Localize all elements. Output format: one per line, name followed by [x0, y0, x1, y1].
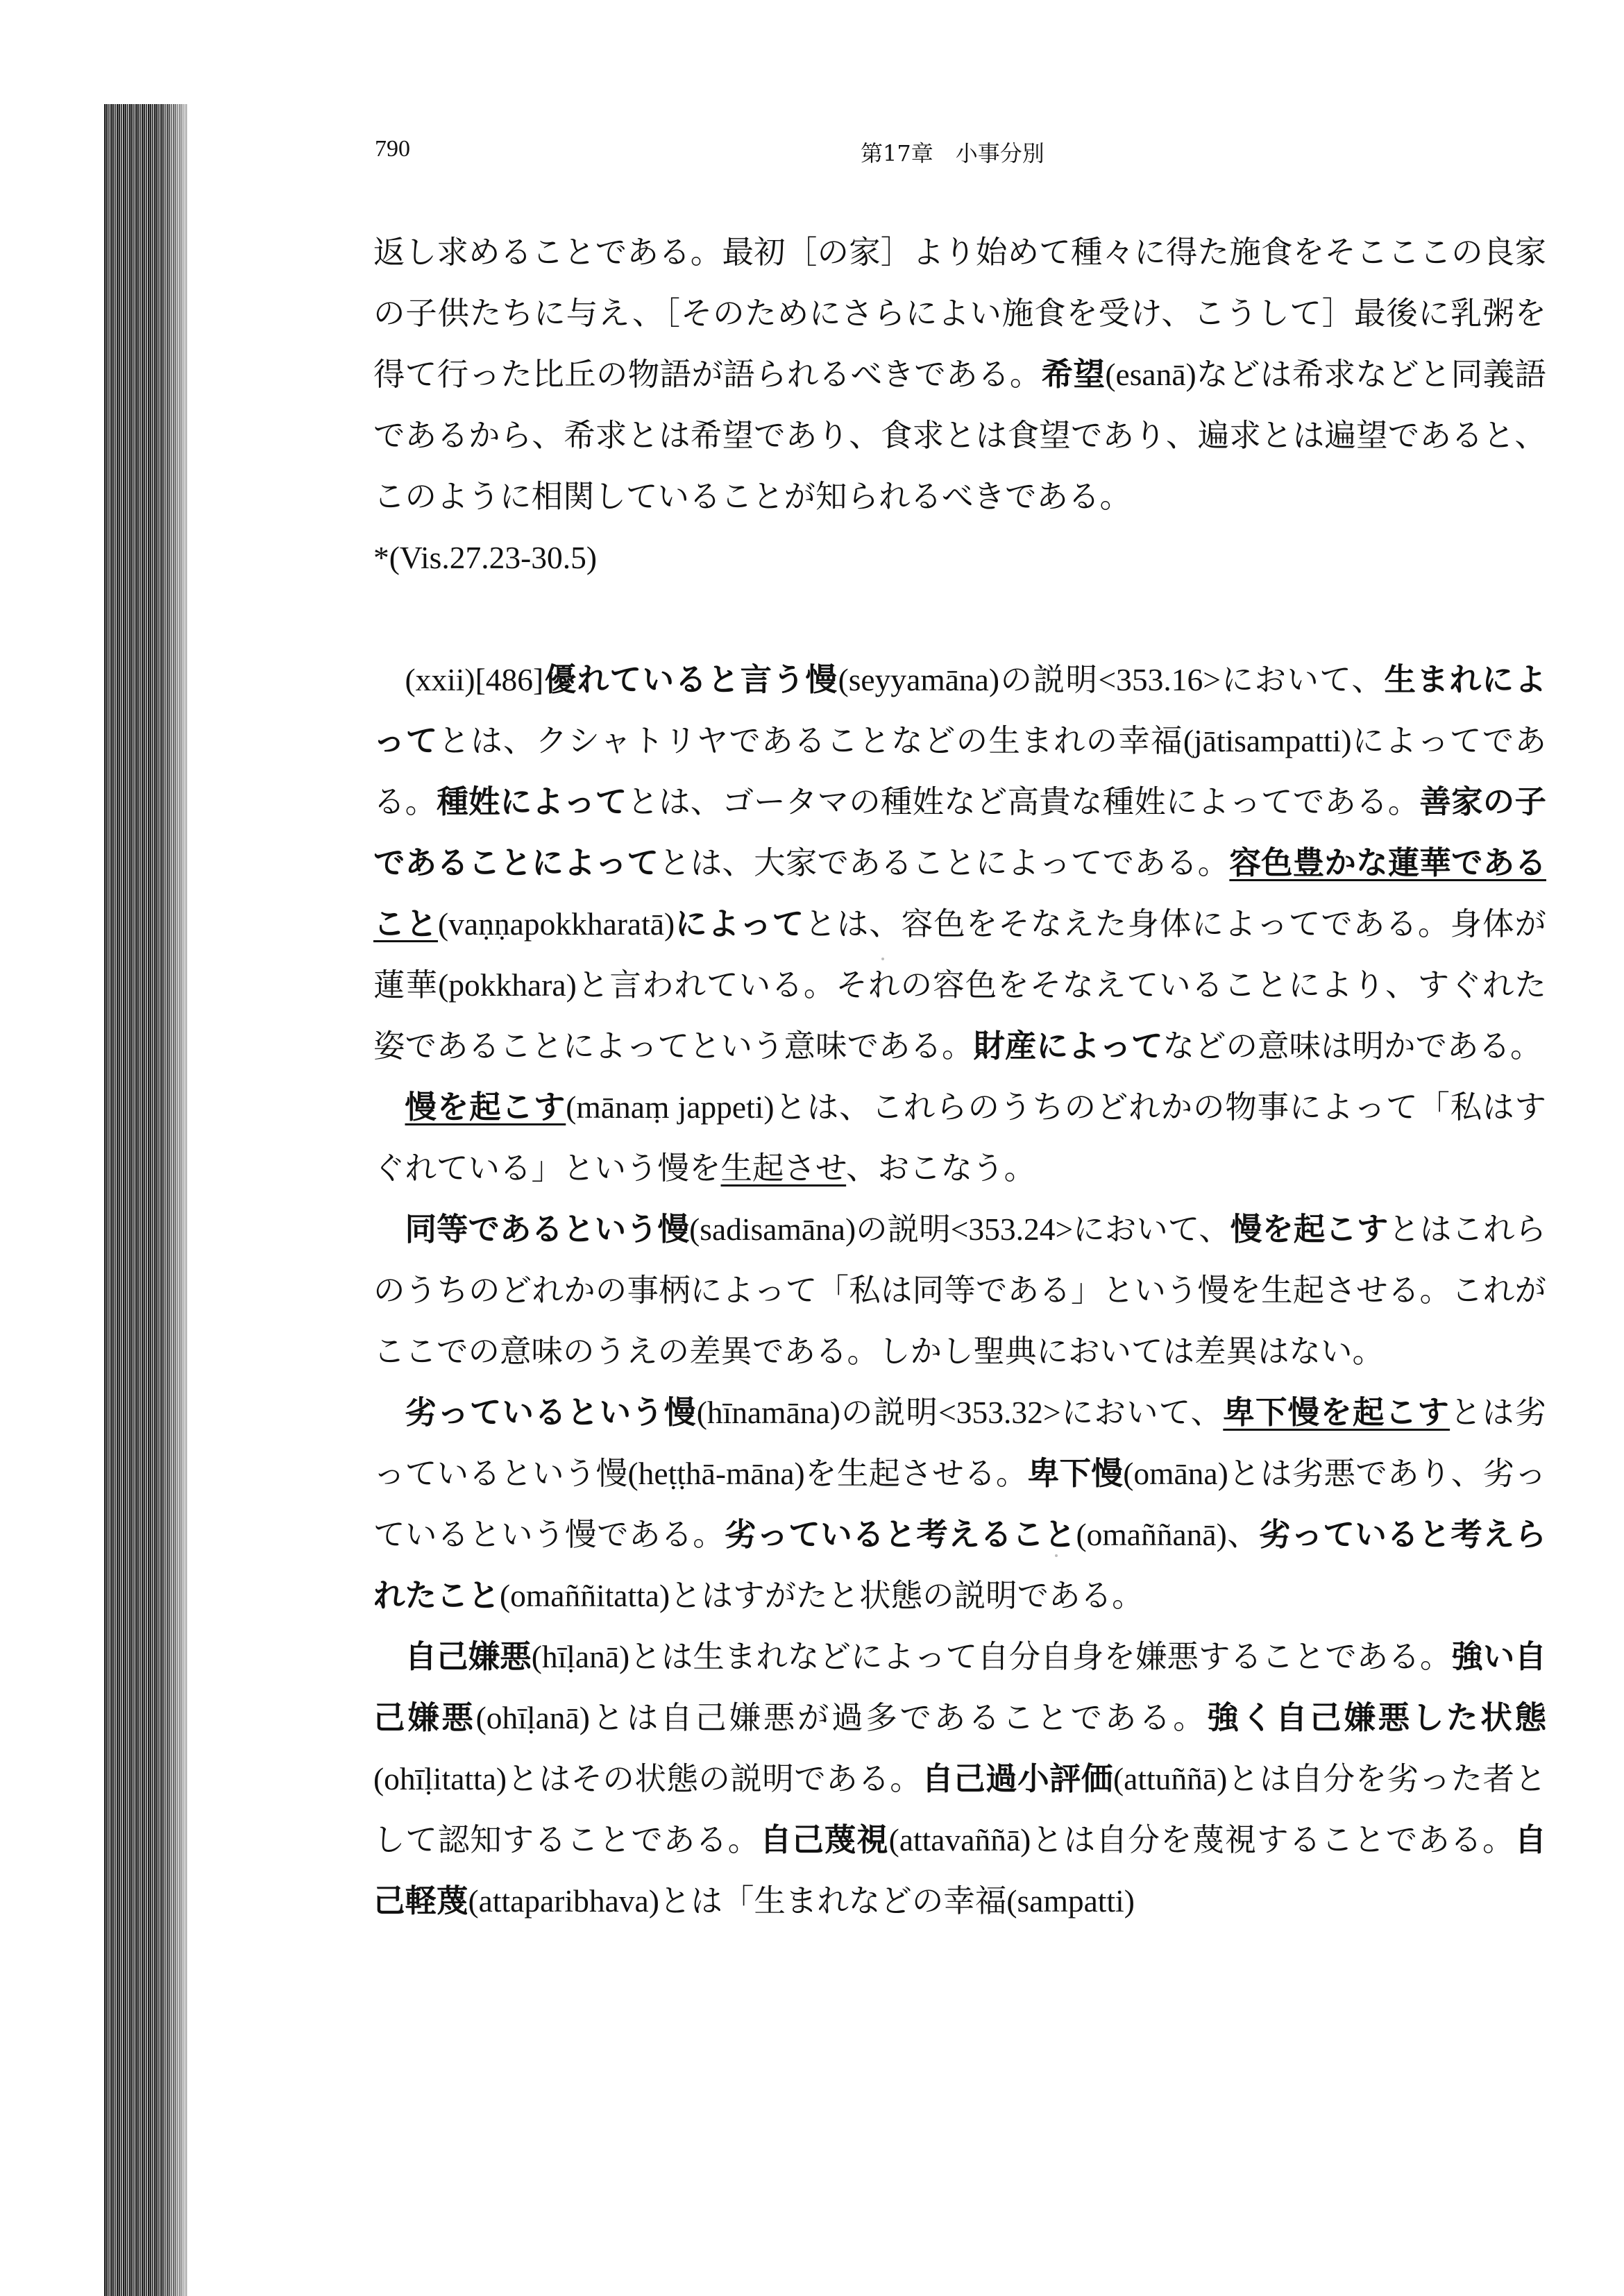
term-bold: 自己蔑視	[760, 1821, 889, 1858]
pali-term: (seyyamāna)	[838, 662, 1000, 697]
pali-term: (sampatti)	[1006, 1883, 1135, 1919]
pali-term: (mānaṃ jappeti)	[566, 1089, 775, 1125]
text-run: とは自分を蔑視することである。	[1031, 1821, 1515, 1858]
text-run: などは希求などと同義語であるから、希求とは希望であり、食求とは食望であり、遍求とは遍望であると、このように相関していることが知られるべきである。	[373, 356, 1546, 515]
text-run: によってである。	[373, 722, 1546, 820]
pali-term: (omaññanā)	[1076, 1517, 1227, 1552]
pali-term: (pokkhara)	[438, 967, 577, 1003]
text-run: などの意味は明かである。	[1162, 1028, 1542, 1064]
reference: <353.16>	[1098, 662, 1221, 697]
chapter-running-head: 第17章 小事分別	[861, 140, 1044, 167]
pali-term: (esanā)	[1105, 357, 1196, 392]
pali-term: (vaṇṇapokkharatā)	[438, 906, 675, 942]
term-bold: 慢を起こす	[1230, 1211, 1389, 1248]
text-run: とは劣っているという慢	[373, 1394, 1546, 1492]
text-run: とは自分を劣った者として認知することである。	[373, 1760, 1546, 1858]
text-run: とはその状態の説明である。	[507, 1760, 922, 1797]
term-bold: 種姓によって	[437, 783, 627, 820]
pali-term: (attaparibhava)	[468, 1883, 659, 1919]
pali-term: (sadisamāna)	[689, 1211, 856, 1247]
text-run: において、	[1220, 661, 1385, 698]
underlined-text: 生起させ	[720, 1150, 847, 1187]
term-bold: 自己軽蔑	[373, 1821, 1546, 1919]
pali-term: (attavaññā)	[888, 1822, 1031, 1857]
main-text	[373, 222, 1546, 1932]
text-run: とは劣悪であり、劣っているという慢である。	[373, 1455, 1546, 1553]
text-run: の説明	[840, 1394, 939, 1431]
text-run: 、おこなう。	[846, 1150, 1036, 1187]
term-bold: 財産によって	[973, 1028, 1163, 1064]
term-bold: 強く自己嫌悪した状態	[1207, 1699, 1546, 1736]
reference: <353.32>	[938, 1395, 1061, 1430]
term-bold: 劣っていると考えること	[725, 1516, 1076, 1553]
paragraph-2	[373, 649, 1546, 1077]
text-run: とは「生まれなどの幸福	[659, 1882, 1007, 1919]
term-bold: 自己嫌悪	[405, 1638, 532, 1675]
text-run: 、	[1226, 1516, 1260, 1553]
text-run: とは、クシャトリヤであることなどの生まれの幸福	[438, 722, 1183, 759]
term-bold-underlined: 卑下慢を起こす	[1223, 1394, 1450, 1431]
term-bold: 同等であるという慢	[405, 1211, 690, 1248]
term-bold-underlined: 慢を起こす	[405, 1089, 566, 1125]
text-run: とはこれらのうちのどれかの事柄によって「私は同等である」という慢を生起させる。これがここでの意味のうえの差異である。しかし聖典においては差異はない。	[373, 1211, 1546, 1370]
term-bold: 劣っていると考えられたこと	[373, 1516, 1546, 1614]
term-bold: 希望	[1041, 356, 1106, 393]
pali-term: (hīnamāna)	[696, 1395, 840, 1430]
citation: *(Vis.27.23-30.5)	[373, 540, 598, 575]
paragraph-5	[373, 1382, 1546, 1626]
text-run: とは、大家であることによってである。	[659, 844, 1230, 881]
text-run: の説明	[856, 1211, 951, 1248]
term-bold: 自己過小評価	[922, 1760, 1114, 1797]
pali-term: (ohīḷitatta)	[373, 1761, 507, 1796]
text-run: と言われている。それの容色をそなえていることにより、すぐれた姿であることによってという意味である。	[373, 967, 1546, 1064]
pali-term: (attuññā)	[1113, 1761, 1228, 1796]
text-run: とは自己嫌悪が過多であることである。	[589, 1699, 1208, 1736]
scan-speck	[881, 958, 884, 960]
text-run: において、	[1073, 1211, 1230, 1248]
paragraph-4	[373, 1199, 1546, 1382]
term-bold: 善家の子であることによって	[373, 783, 1546, 881]
text-run: の説明	[999, 661, 1099, 698]
text-run: とは、これらのうちのどれかの物事によって「私はすぐれている」という慢を	[373, 1089, 1546, 1187]
term-bold: 優れていると言う慢	[543, 661, 838, 698]
binding-shadow	[160, 104, 201, 2296]
text-run: とは生まれなどによって自分自身を嫌悪することである。	[629, 1638, 1452, 1675]
paragraph-1	[373, 222, 1546, 588]
pali-term: (heṭṭhā-māna)	[627, 1456, 805, 1491]
term-bold: 卑下慢	[1027, 1455, 1124, 1492]
text-run: とは、容色をそなえた身体によってである。身体が蓮華	[373, 905, 1546, 1003]
page-header	[375, 136, 1555, 171]
page-number: 790	[375, 136, 410, 162]
reference: <353.24>	[950, 1211, 1074, 1247]
pali-term: (jātisampatti)	[1183, 723, 1352, 758]
term-bold: によって	[675, 905, 805, 942]
text-run: 返し求めることである。最初［の家］より始めて種々に得た施食をそこここの良家の子供たちに与え、［そのためにさらによい施食を受け、こうして］最後に乳粥を得て行った比丘の物語が語られるべきである。	[373, 234, 1546, 393]
text-run: において、	[1060, 1394, 1224, 1431]
text-run: とはすがたと状態の説明である。	[670, 1577, 1144, 1614]
term-bold: 生まれによって	[373, 661, 1546, 759]
paragraph-3	[373, 1077, 1546, 1199]
text-run: とは、ゴータマの種姓など高貴な種姓によってである。	[627, 783, 1420, 820]
text-run: を生起させる。	[804, 1455, 1028, 1492]
term-bold-underlined: 容色豊かな蓮華であること	[373, 844, 1546, 942]
pali-term: (omāna)	[1123, 1456, 1228, 1491]
section-marker: (xxii)[486]	[405, 662, 544, 697]
term-bold: 強い自己嫌悪	[373, 1638, 1546, 1736]
scan-speck	[1055, 1554, 1058, 1557]
term-bold: 劣っているという慢	[405, 1394, 697, 1431]
pali-term: (ohīḷanā)	[475, 1700, 590, 1735]
paragraph-6	[373, 1626, 1546, 1932]
pali-term: (hīḷanā)	[531, 1639, 630, 1674]
pali-term: (omaññitatta)	[500, 1578, 670, 1613]
